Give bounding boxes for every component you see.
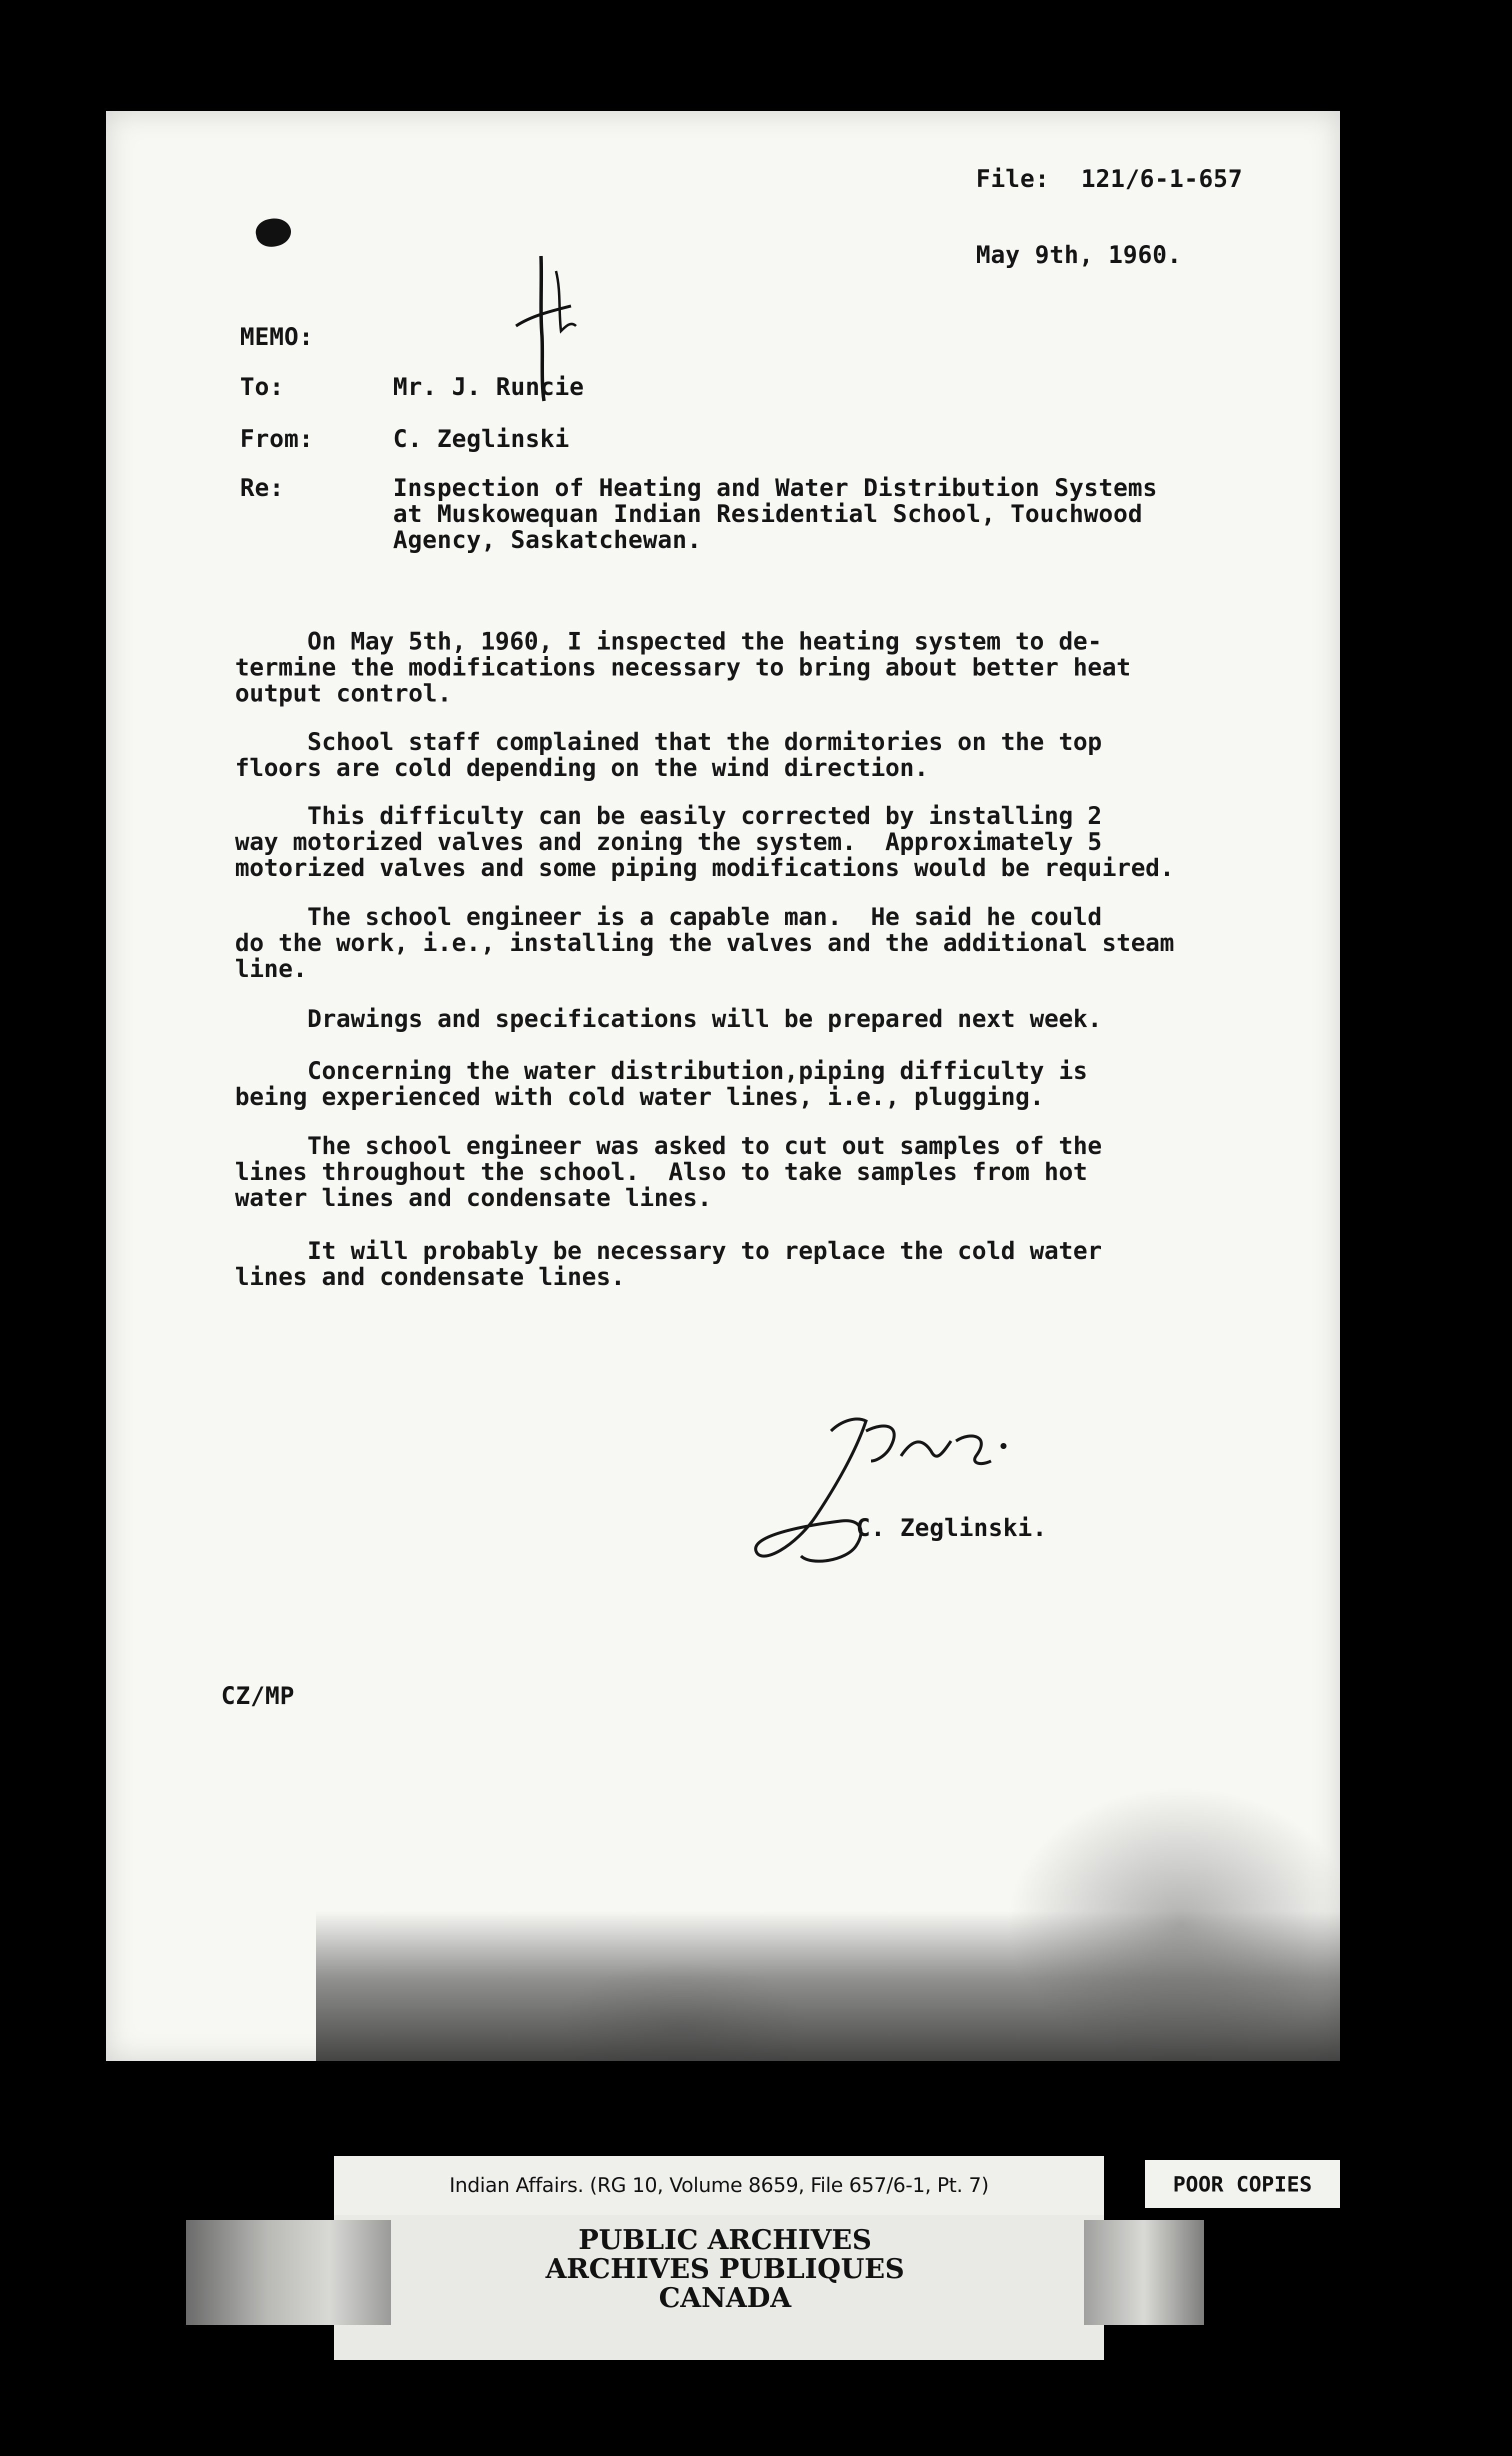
reference-initials: CZ/MP [221, 1682, 294, 1710]
ink-blot [254, 215, 294, 250]
body-paragraph: On May 5th, 1960, I inspected the heating system to de- termine the modifications necessary to bring about better heat output control. [235, 628, 1131, 708]
archive-stamp-line: CANADA [658, 2282, 792, 2314]
from-value: C. Zeglinski [393, 425, 570, 453]
archive-tab [1084, 2220, 1204, 2325]
memo-heading: MEMO: [240, 323, 314, 351]
re-line: at Muskowequan Indian Residential School, Touchwood [393, 500, 1143, 528]
body-paragraph: School staff complained that the dormitories on the top floors are cold depending on the wind direction. [235, 728, 1102, 782]
to-label: To: [240, 373, 284, 401]
signature-name: C. Zeglinski. [856, 1514, 1048, 1542]
damage-band [316, 1911, 1340, 2061]
memo-page [106, 111, 1340, 2061]
from-label: From: [240, 425, 314, 453]
handwritten-signature [741, 1401, 1101, 1581]
handwritten-initial-mark [496, 251, 586, 411]
re-line: Agency, Saskatchewan. [393, 526, 702, 554]
to-value: Mr. J. Runcie [393, 373, 584, 401]
re-label: Re: [240, 474, 284, 502]
archive-stamp [450, 2225, 1000, 2312]
archive-source-label: Indian Affairs. (RG 10, Volume 8659, File 657/6-1, Pt. 7) [334, 2156, 1104, 2215]
archive-tab [186, 2220, 391, 2325]
body-paragraph: Concerning the water distribution,piping difficulty is being experienced with cold water lines, i.e., plugging. [235, 1057, 1088, 1111]
memo-date: May 9th, 1960. [976, 241, 1182, 269]
body-paragraph: The school engineer is a capable man. He said he could do the work, i.e., installing the valves and the additional steam line. [235, 903, 1174, 983]
re-line: Inspection of Heating and Water Distribution Systems [393, 474, 1158, 502]
body-paragraph: It will probably be necessary to replace the cold water lines and condensate lines. [235, 1237, 1102, 1291]
file-label: File: [976, 165, 1050, 193]
archive-stamp-line: ARCHIVES PUBLIQUES [546, 2252, 904, 2284]
body-paragraph: Drawings and specifications will be prepared next week. [235, 1005, 1102, 1033]
file-number: 121/6-1-657 [1081, 165, 1243, 193]
archive-stamp-line: PUBLIC ARCHIVES [578, 2224, 872, 2256]
poor-copies-label: POOR COPIES [1145, 2160, 1340, 2208]
body-paragraph: The school engineer was asked to cut out samples of the lines throughout the school. Also to take samples from hot water lines and condensate lines. [235, 1132, 1102, 1212]
body-paragraph: This difficulty can be easily corrected by installing 2 way motorized valves and zoning the system. Approximately 5 motorized valves and some piping modifications would be required. [235, 802, 1174, 882]
